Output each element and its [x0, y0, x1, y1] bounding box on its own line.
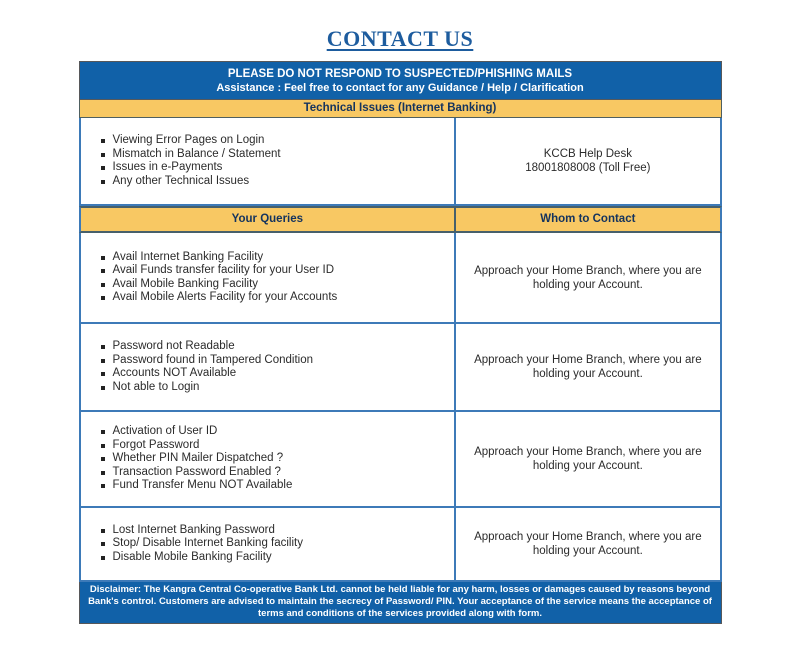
queries-list	[100, 524, 447, 565]
list-item: Avail Internet Banking Facility	[100, 251, 447, 265]
list-item: Mismatch in Balance / Statement	[100, 148, 447, 162]
list-item: Forgot Password	[100, 439, 447, 453]
table-row	[79, 233, 722, 324]
queries-cell	[81, 412, 457, 506]
queries-list	[100, 251, 447, 305]
list-item: Whether PIN Mailer Dispatched ?	[100, 452, 447, 466]
helpdesk-row	[79, 118, 722, 206]
contact-cell: Approach your Home Branch, where you are holding your Account.	[474, 446, 702, 472]
contact-cell: Approach your Home Branch, where you are holding your Account.	[474, 354, 702, 380]
disclaimer-footer: Disclaimer: The Kangra Central Co-operative Bank Ltd. cannot be held liable for any harm, losses or damages caused by reasons beyond Bank's control. Customers are advised to maintain the secrecy of Password/ PIN. Your acceptance of the service means the acceptance of terms and conditions of the services provided along with form.	[79, 582, 722, 624]
list-item: Password found in Tampered Condition	[100, 354, 447, 368]
helpdesk-contact-cell	[456, 118, 719, 204]
column-header-whom-to-contact: Whom to Contact	[540, 213, 636, 225]
list-item: Lost Internet Banking Password	[100, 524, 447, 538]
list-item: Avail Funds transfer facility for your User ID	[100, 264, 447, 278]
table-header-row	[79, 206, 722, 233]
list-item: Disable Mobile Banking Facility	[100, 551, 447, 565]
table-row	[79, 412, 722, 508]
list-item: Fund Transfer Menu NOT Available	[100, 479, 447, 493]
phishing-warning-text: PLEASE DO NOT RESPOND TO SUSPECTED/PHISHING MAILS	[227, 68, 573, 80]
contact-cell: Approach your Home Branch, where you are holding your Account.	[474, 531, 702, 557]
queries-list	[100, 340, 447, 394]
technical-issues-list	[100, 134, 447, 188]
list-item: Viewing Error Pages on Login	[100, 134, 447, 148]
phishing-warning-banner	[79, 61, 722, 100]
helpdesk-name: KCCB Help Desk	[543, 148, 632, 160]
list-item: Issues in e-Payments	[100, 161, 447, 175]
contact-cell: Approach your Home Branch, where you are holding your Account.	[474, 264, 702, 291]
queries-cell	[81, 324, 457, 410]
page-title: CONTACT US	[326, 26, 474, 51]
assistance-text: Assistance : Feel free to contact for any Guidance / Help / Clarification	[216, 82, 584, 94]
section-header-technical-issues: Technical Issues (Internet Banking)	[79, 100, 722, 118]
list-item: Stop/ Disable Internet Banking facility	[100, 537, 447, 551]
contact-sheet	[79, 61, 722, 624]
queries-cell	[81, 508, 457, 580]
list-item: Accounts NOT Available	[100, 367, 447, 381]
list-item: Any other Technical Issues	[100, 175, 447, 189]
list-item: Avail Mobile Alerts Facility for your Accounts	[100, 291, 447, 305]
table-row	[79, 508, 722, 582]
queries-list	[100, 425, 447, 493]
list-item: Transaction Password Enabled ?	[100, 466, 447, 480]
list-item: Activation of User ID	[100, 425, 447, 439]
table-row	[79, 324, 722, 412]
list-item: Avail Mobile Banking Facility	[100, 278, 447, 292]
technical-issues-cell	[81, 118, 457, 204]
column-header-your-queries: Your Queries	[81, 208, 457, 231]
list-item: Password not Readable	[100, 340, 447, 354]
helpdesk-phone: 18001808008 (Toll Free)	[525, 162, 651, 174]
queries-cell	[81, 233, 457, 322]
list-item: Not able to Login	[100, 381, 447, 395]
